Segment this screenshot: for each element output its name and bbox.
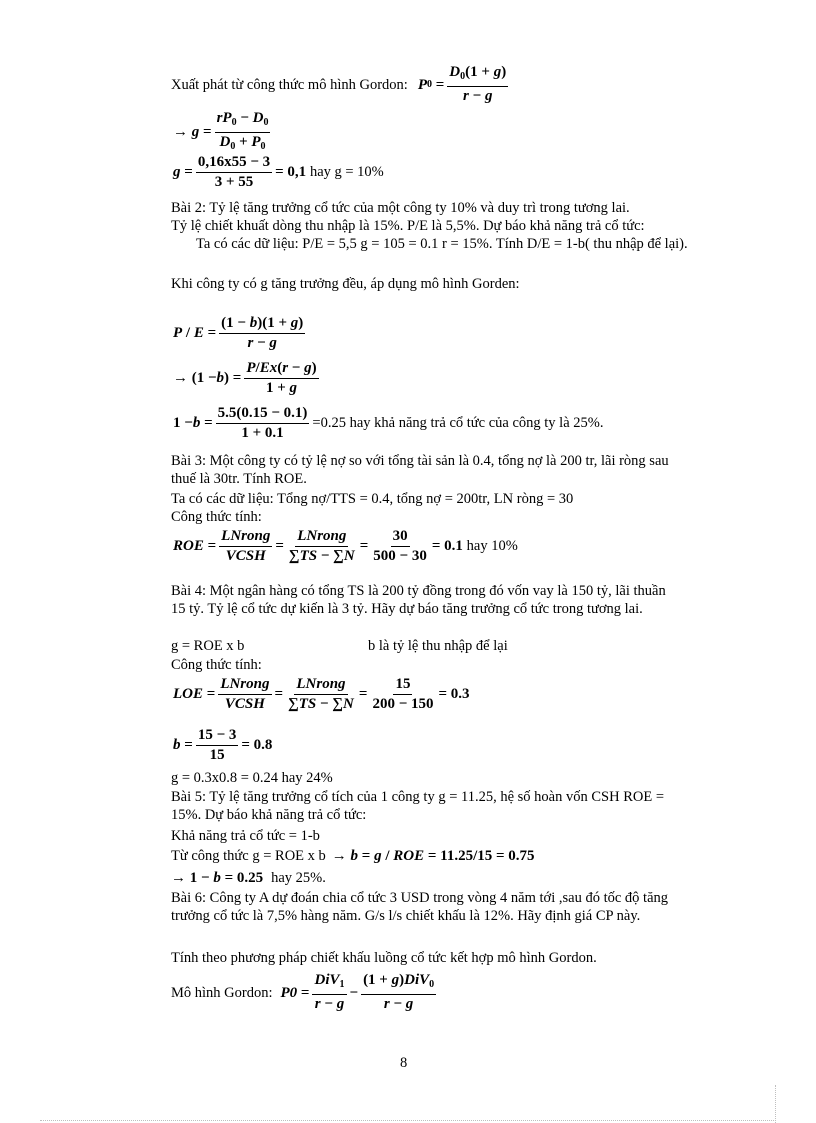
bai5-result-text: hay 25%. xyxy=(271,870,326,886)
bai2-line1: Bài 2: Tỷ lệ tăng trưởng cổ tức của một công ty 10% và duy trì trong tương lai. xyxy=(171,200,630,216)
bai2-line2: Tỷ lệ chiết khuất dòng thu nhập là 15%. P/E là 5,5%. Dự báo khả năng trả cổ tức: xyxy=(171,218,645,234)
intro-gordon-line xyxy=(171,64,511,105)
bai6-method: Tính theo phương pháp chiết khấu luồng cổ tức kết hợp mô hình Gordon. xyxy=(171,950,597,966)
bai4-result: g = 0.3x0.8 = 0.24 hay 24% xyxy=(171,770,333,786)
pe-formula: P / E = $\frac{(1 - b)(1 + g)}{r - g}$ xyxy=(173,315,304,351)
one-minus-b-result: → 1 − b = 0.25 xyxy=(171,870,264,886)
page-number: 8 xyxy=(400,1055,408,1071)
gordon-formula: P 0 = $\frac{D_0(1 + g)}{r - g}$ xyxy=(417,64,507,104)
g-derivation-formula: → g = $\frac{rP_0 - D_0}{D_0 + P_0}$ xyxy=(173,110,269,152)
roe-result-text: hay 10% xyxy=(466,538,518,554)
roe-formula: ROE = $\frac{\text{LNrong}}{\text{VCSH}}$ = $\frac{\text{LNrong}}{\sum TS - \sum N}$ = $\frac{30}{500 - 30}$ = 0.1 hay 10% xyxy=(173,528,518,564)
bai3-text: Bài 3: Một công ty có tỷ lệ nợ so với tổng tài sản là 0.4, tổng nợ là 200 tr, lãi ròng sau thuế là 30tr. Tính ROE. xyxy=(171,453,669,487)
gordon-model-label: Mô hình Gordon: xyxy=(171,984,273,1001)
g-calculation: g = $\frac{0,16x55 - 3}{3 + 55}$ = 0,1 hay g = 10% xyxy=(173,154,384,190)
intro-text: Xuất phát từ công thức mô hình Gordon: xyxy=(171,76,408,93)
bai5-result-line xyxy=(171,869,326,887)
b-calculation: b = $\frac{15 - 3}{15}$ = 0.8 xyxy=(173,727,273,763)
bai3-formula-label: Công thức tính: xyxy=(171,509,262,525)
one-minus-b-calculation: 1 − b = $\frac{5.5(0.15 - 0.1)}{1 + 0.1}$ =0.25 hay khả năng trả cổ tức của công ty là 25%. xyxy=(173,405,604,441)
one-minus-b-formula: → (1 − b ) = $\frac{P/Ex(r - g)}{1 + g}$ xyxy=(173,360,317,396)
bai4-formula-label: Công thức tính: xyxy=(171,657,262,673)
bai2-data: Ta có các dữ liệu: P/E = 5,5 g = 105 = 0.1 r = 15%. Tính D/E = 1-b( thu nhập để lại). xyxy=(196,236,688,252)
b-definition: b là tỷ lệ thu nhập để lại xyxy=(368,638,508,654)
bai2-result-text: =0.25 hay khả năng trả cổ tức của công ty là 25%. xyxy=(312,415,604,431)
gordon-model-line xyxy=(171,972,439,1013)
b-equals-g-over-roe: → b = g / ROE = 11.25/15 = 0.75 xyxy=(331,848,535,864)
bai3-data: Ta có các dữ liệu: Tổng nợ/TTS = 0.4, tổng nợ = 200tr, LN ròng = 30 xyxy=(171,491,574,507)
bai4-text: Bài 4: Một ngân hàng có tổng TS là 200 tỷ đồng trong đó vốn vay là 150 tỷ, lãi thuần 15 tỷ. Tỷ lệ cổ tức dự kiến là 3 tỷ. Hãy dự báo tăng trưởng cổ tức trong tương lai. xyxy=(171,583,666,617)
bai6-text: Bài 6: Công ty A dự đoán chia cổ tức 3 USD trong vòng 4 năm tới ,sau đó tốc độ tăng trưởng cổ tức là 7,5% hàng năm. G/s l/s chiết khấu là 12%. Hãy định giá CP này. xyxy=(171,890,669,924)
bai5-payout: Khả năng trả cổ tức = 1-b xyxy=(171,828,320,844)
loe-formula: LOE = $\frac{\text{LNrong}}{\text{VCSH}}$ = $\frac{\text{LNrong}}{\sum TS - \sum N}$ = $\frac{15}{200 - 150}$ = 0.3 xyxy=(173,676,470,712)
page-border-bottom xyxy=(40,1120,776,1121)
g-roe-b: g = ROE x b xyxy=(171,638,245,654)
bai5-text: Bài 5: Tỷ lệ tăng trưởng cổ tích của 1 công ty g = 11.25, hệ số hoàn vốn CSH ROE = 15%. Dự báo khả năng trả cổ tức: xyxy=(171,789,664,823)
p0-formula: P0 = $\frac{DiV_1}{r - g}$ − $\frac{(1 + g)DiV_0}{r - g}$ xyxy=(280,972,435,1012)
bai5-formula-line xyxy=(171,847,535,865)
g-result-text: hay g = 10% xyxy=(309,164,384,180)
bai5-formula-text: Từ công thức g = ROE x b xyxy=(171,848,326,864)
bai4-formula-line xyxy=(171,637,508,655)
page-border-right xyxy=(775,1085,776,1123)
bai2-method: Khi công ty có g tăng trưởng đều, áp dụng mô hình Gorden: xyxy=(171,276,520,292)
